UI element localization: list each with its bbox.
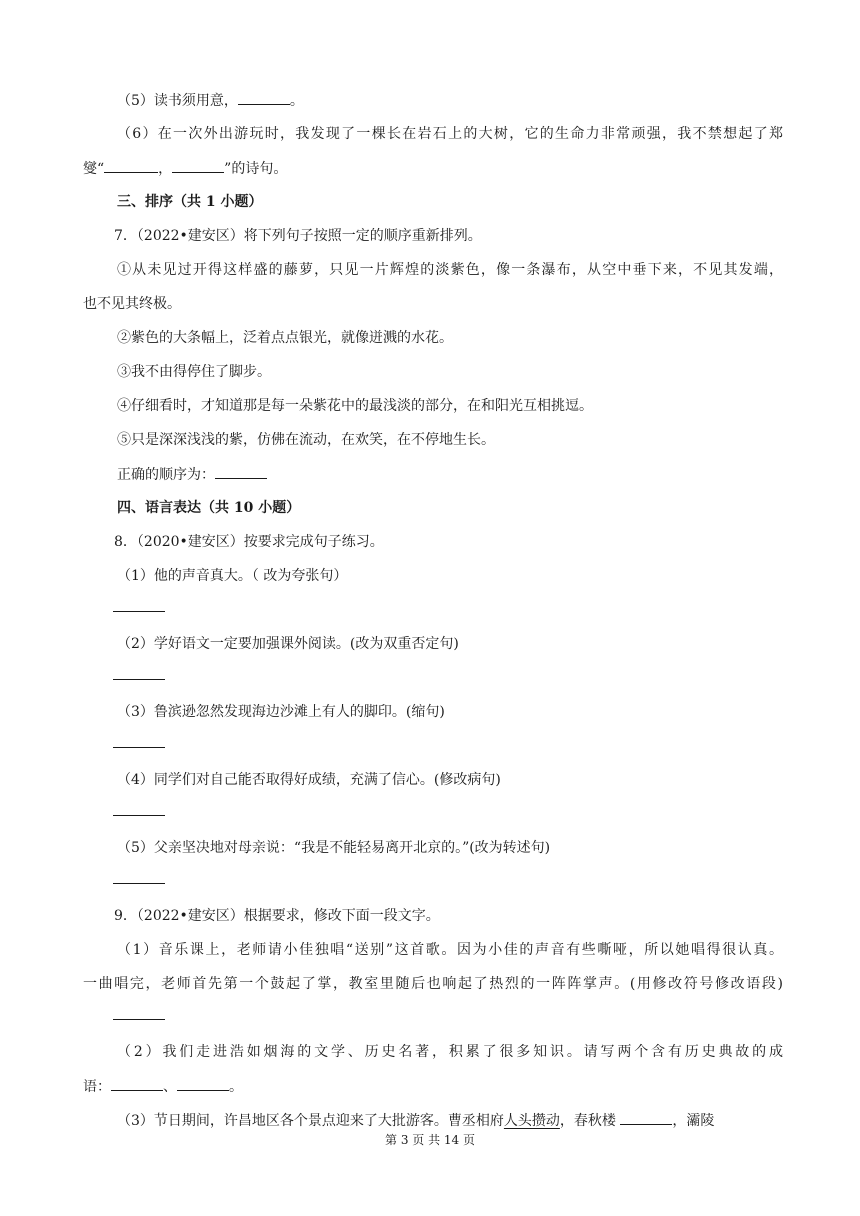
question-8-item-5: （5）父亲坚决地对母亲说：“我是不能轻易离开北京的。”(改为转述句) <box>117 840 551 856</box>
underlined-phrase: 人头攒动 <box>503 1113 560 1129</box>
question-8-item-3: （3）鲁滨逊忽然发现海边沙滩上有人的脚印。(缩句) <box>117 704 445 720</box>
fill-in-item-6-line-1: （6）在一次外出游玩时，我发现了一棵长在岩石上的大树，它的生命力非常顽强，我不禁想起了郑 <box>117 126 783 142</box>
question-8-item-2: （2）学好语文一定要加强课外阅读。(改为双重否定句) <box>117 636 459 652</box>
item-6-comma: ， <box>158 161 173 177</box>
answer-line <box>113 747 165 748</box>
answer-line <box>113 883 165 884</box>
answer-blank <box>177 1076 229 1091</box>
q9-2-end: 。 <box>229 1079 243 1095</box>
sentence-2: ②紫色的大条幅上，泛着点点银光，就像迸溅的水花。 <box>117 330 453 346</box>
q9-3-end: ，灞陵 <box>672 1113 715 1129</box>
item-6-end: ”的诗句。 <box>224 161 288 177</box>
question-9-stem: 9．（2022•建安区）根据要求，修改下面一段文字。 <box>114 908 440 924</box>
answer-line <box>113 815 165 816</box>
fill-in-item-5 <box>117 90 304 111</box>
question-8-item-4: （4）同学们对自己能否取得好成绩，充满了信心。(修改病句) <box>117 772 501 788</box>
question-9-2-line-1: （2）我们走进浩如烟海的文学、历史名著，积累了很多知识。请写两个含有历史典故的成 <box>117 1044 783 1060</box>
q9-3-text: （3）节日期间，许昌地区各个景点迎来了大批游客。曹丞相府 <box>117 1113 504 1129</box>
sentence-5: ⑤只是深深浅浅的紫，仿佛在流动，在欢笑，在不停地生长。 <box>117 432 495 448</box>
item-5-text: （5）读书须用意， <box>117 93 238 109</box>
answer-line <box>113 1019 165 1020</box>
sentence-1-line-2: 也不见其终极。 <box>83 296 181 312</box>
answer-blank <box>172 158 224 173</box>
q9-2-text: 语： <box>83 1079 111 1095</box>
section-4-heading: 四、语言表达（共 10 小题） <box>117 500 301 516</box>
answer-line <box>113 679 165 680</box>
page-footer: 第 3 页 共 14 页 <box>385 1133 475 1147</box>
question-8-item-1: （1）他的声音真大。（ 改为夸张句） <box>117 568 348 584</box>
order-answer <box>117 464 267 485</box>
item-5-end: 。 <box>289 93 304 109</box>
answer-blank <box>620 1110 672 1125</box>
item-6-text: 燮“ <box>83 161 105 177</box>
question-9-3-line-1 <box>117 1110 714 1131</box>
answer-line <box>113 611 165 612</box>
q9-2-separator: 、 <box>163 1079 177 1095</box>
question-9-1-line-1: （1）音乐课上，老师请小佳独唱“送别”这首歌。因为小佳的声音有些嘶哑，所以她唱得很认真。 <box>117 942 783 958</box>
answer-blank <box>104 158 158 173</box>
q9-3-mid: ，春秋楼 <box>559 1113 621 1129</box>
order-label: 正确的顺序为： <box>117 467 215 483</box>
section-3-heading: 三、排序（共 1 小题） <box>117 194 263 210</box>
question-9-2-line-2 <box>83 1076 783 1097</box>
fill-in-item-6-line-2 <box>83 158 783 179</box>
answer-blank <box>238 90 290 105</box>
question-9-1-line-2: 一曲唱完，老师首先第一个鼓起了掌，教室里随后也响起了热烈的一阵阵掌声。(用修改符号修改语段) <box>83 976 783 992</box>
sentence-3: ③我不由得停住了脚步。 <box>117 364 271 380</box>
question-8-stem: 8．（2020•建安区）按要求完成句子练习。 <box>114 534 384 550</box>
answer-blank <box>111 1076 163 1091</box>
sentence-4: ④仔细看时，才知道那是每一朵紫花中的最浅淡的部分，在和阳光互相挑逗。 <box>117 398 593 414</box>
answer-blank <box>215 464 267 479</box>
sentence-1-line-1: ①从未见过开得这样盛的藤萝，只见一片辉煌的淡紫色，像一条瀑布，从空中垂下来，不见其发端， <box>117 262 783 278</box>
question-7-stem: 7．（2022•建安区）将下列句子按照一定的顺序重新排列。 <box>114 228 482 244</box>
